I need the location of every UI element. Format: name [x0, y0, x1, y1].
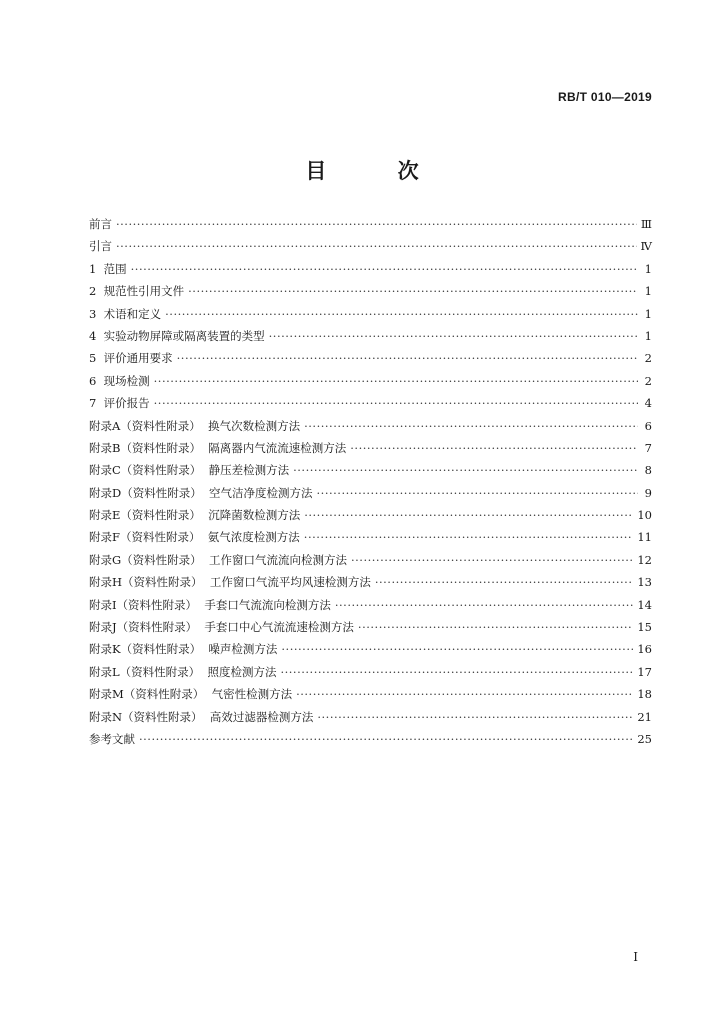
toc-entry-label: 附录M（资料性附录） 气密性检测方法	[89, 687, 293, 702]
toc-entry-annex-i[interactable]	[89, 594, 652, 616]
toc-entry-page: 7	[644, 440, 652, 455]
toc-entry-general-requirements[interactable]	[89, 347, 652, 369]
toc-entry-label: 附录G（资料性附录） 工作窗口气流流向检测方法	[89, 552, 347, 567]
toc-entry-normative-references[interactable]	[89, 280, 652, 302]
toc-entry-page: 12	[637, 552, 652, 567]
toc-entry-annex-e[interactable]	[89, 504, 652, 526]
dot-leader	[280, 661, 633, 683]
toc-entry-introduction[interactable]	[89, 235, 652, 257]
toc-entry-page: 25	[637, 731, 652, 746]
toc-entry-page: 17	[637, 664, 652, 679]
toc-entry-annex-k[interactable]	[89, 638, 652, 660]
toc-entry-label: 附录A（资料性附录） 换气次数检测方法	[89, 418, 301, 433]
toc-entry-page: 13	[637, 575, 652, 590]
toc-entry-foreword[interactable]	[89, 213, 652, 235]
toc-entry-page: 14	[637, 597, 652, 612]
toc-entry-page: 1	[644, 261, 652, 276]
toc-entry-label: 附录B（资料性附录） 隔离器内气流流速检测方法	[89, 440, 347, 455]
toc-entry-label: 附录N（资料性附录） 高效过滤器检测方法	[89, 709, 314, 724]
dot-leader	[293, 459, 638, 481]
toc-entry-page: 16	[637, 642, 652, 657]
toc-entry-label: 5 评价通用要求	[89, 351, 173, 366]
dot-leader	[296, 683, 633, 705]
toc-entry-annex-n[interactable]	[89, 706, 652, 728]
dot-leader	[358, 616, 633, 638]
toc-entry-bibliography[interactable]	[89, 728, 652, 750]
toc-entry-label: 附录C（资料性附录） 静压差检测方法	[89, 463, 290, 478]
toc-entry-annex-m[interactable]	[89, 683, 652, 705]
toc-entry-annex-c[interactable]	[89, 459, 652, 481]
toc-entry-evaluation-report[interactable]	[89, 392, 652, 414]
toc-entry-page: Ⅲ	[640, 217, 652, 231]
toc-entry-page: 1	[644, 284, 652, 299]
toc-entry-annex-f[interactable]	[89, 526, 652, 548]
dot-leader	[304, 504, 633, 526]
toc-entry-annex-j[interactable]	[89, 616, 652, 638]
toc-entry-label: 附录H（资料性附录） 工作窗口气流平均风速检测方法	[89, 575, 371, 590]
toc-entry-annex-d[interactable]	[89, 482, 652, 504]
dot-leader	[165, 303, 638, 325]
dot-leader	[131, 258, 638, 280]
page-number: I	[633, 950, 638, 964]
toc-entry-label: 1 范围	[89, 261, 127, 276]
dot-leader	[317, 706, 633, 728]
toc-entry-label: 3 术语和定义	[89, 306, 162, 321]
toc-entry-scope[interactable]	[89, 258, 652, 280]
dot-leader	[350, 437, 638, 459]
standard-code: RB/T 010—2019	[558, 90, 652, 104]
dot-leader	[188, 280, 638, 302]
toc-entry-page: 15	[637, 620, 652, 635]
toc-entry-page: 18	[637, 687, 652, 702]
dot-leader	[139, 728, 633, 750]
toc-entry-label: 6 现场检测	[89, 373, 150, 388]
page-title: 目 次	[305, 158, 451, 183]
toc-entry-annex-l[interactable]	[89, 661, 652, 683]
toc-entry-page: 9	[644, 485, 652, 500]
toc-entry-label: 附录D（资料性附录） 空气洁净度检测方法	[89, 485, 313, 500]
dot-leader	[269, 325, 638, 347]
toc-entry-label: 7 评价报告	[89, 396, 150, 411]
table-of-contents	[89, 213, 652, 750]
toc-entry-annex-b[interactable]	[89, 437, 652, 459]
toc-entry-label: 附录K（资料性附录） 噪声检测方法	[89, 642, 278, 657]
toc-entry-page: 2	[644, 373, 652, 388]
toc-entry-terms-definitions[interactable]	[89, 303, 652, 325]
toc-entry-annex-h[interactable]	[89, 571, 652, 593]
toc-entry-label: 前言	[89, 217, 112, 231]
toc-entry-page: 2	[644, 351, 652, 366]
toc-entry-page: Ⅳ	[640, 239, 652, 254]
toc-entry-page: 1	[644, 328, 652, 343]
dot-leader	[281, 638, 633, 660]
toc-entry-page: 1	[644, 306, 652, 321]
toc-entry-label: 附录I（资料性附录） 手套口气流流向检测方法	[89, 597, 331, 612]
dot-leader	[351, 549, 633, 571]
dot-leader	[304, 415, 638, 437]
toc-entry-label: 引言	[89, 239, 112, 254]
toc-entry-onsite-testing[interactable]	[89, 370, 652, 392]
dot-leader	[154, 370, 638, 392]
toc-entry-annex-g[interactable]	[89, 549, 652, 571]
dot-leader	[335, 594, 634, 616]
toc-entry-label: 2 规范性引用文件	[89, 284, 185, 299]
dot-leader	[375, 571, 634, 593]
dot-leader	[116, 235, 637, 257]
toc-entry-page: 10	[637, 508, 652, 523]
toc-entry-page: 11	[637, 530, 652, 545]
toc-entry-page: 4	[644, 396, 652, 411]
dot-leader	[317, 482, 638, 504]
toc-entry-label: 4 实验动物屏障或隔离装置的类型	[89, 328, 265, 343]
dot-leader	[304, 526, 634, 548]
dot-leader	[177, 347, 638, 369]
toc-entry-page: 21	[637, 709, 652, 724]
toc-entry-page: 6	[644, 418, 652, 433]
toc-entry-label: 附录E（资料性附录） 沉降菌数检测方法	[89, 508, 301, 523]
toc-entry-label: 附录F（资料性附录） 氨气浓度检测方法	[89, 530, 300, 545]
toc-entry-label: 附录L（资料性附录） 照度检测方法	[89, 664, 277, 679]
dot-leader	[154, 392, 638, 414]
toc-entry-label: 附录J（资料性附录） 手套口中心气流流速检测方法	[89, 620, 354, 635]
toc-entry-annex-a[interactable]	[89, 415, 652, 437]
toc-entry-device-types[interactable]	[89, 325, 652, 347]
toc-entry-page: 8	[644, 463, 652, 478]
toc-entry-label: 参考文献	[89, 731, 135, 746]
dot-leader	[116, 213, 637, 235]
